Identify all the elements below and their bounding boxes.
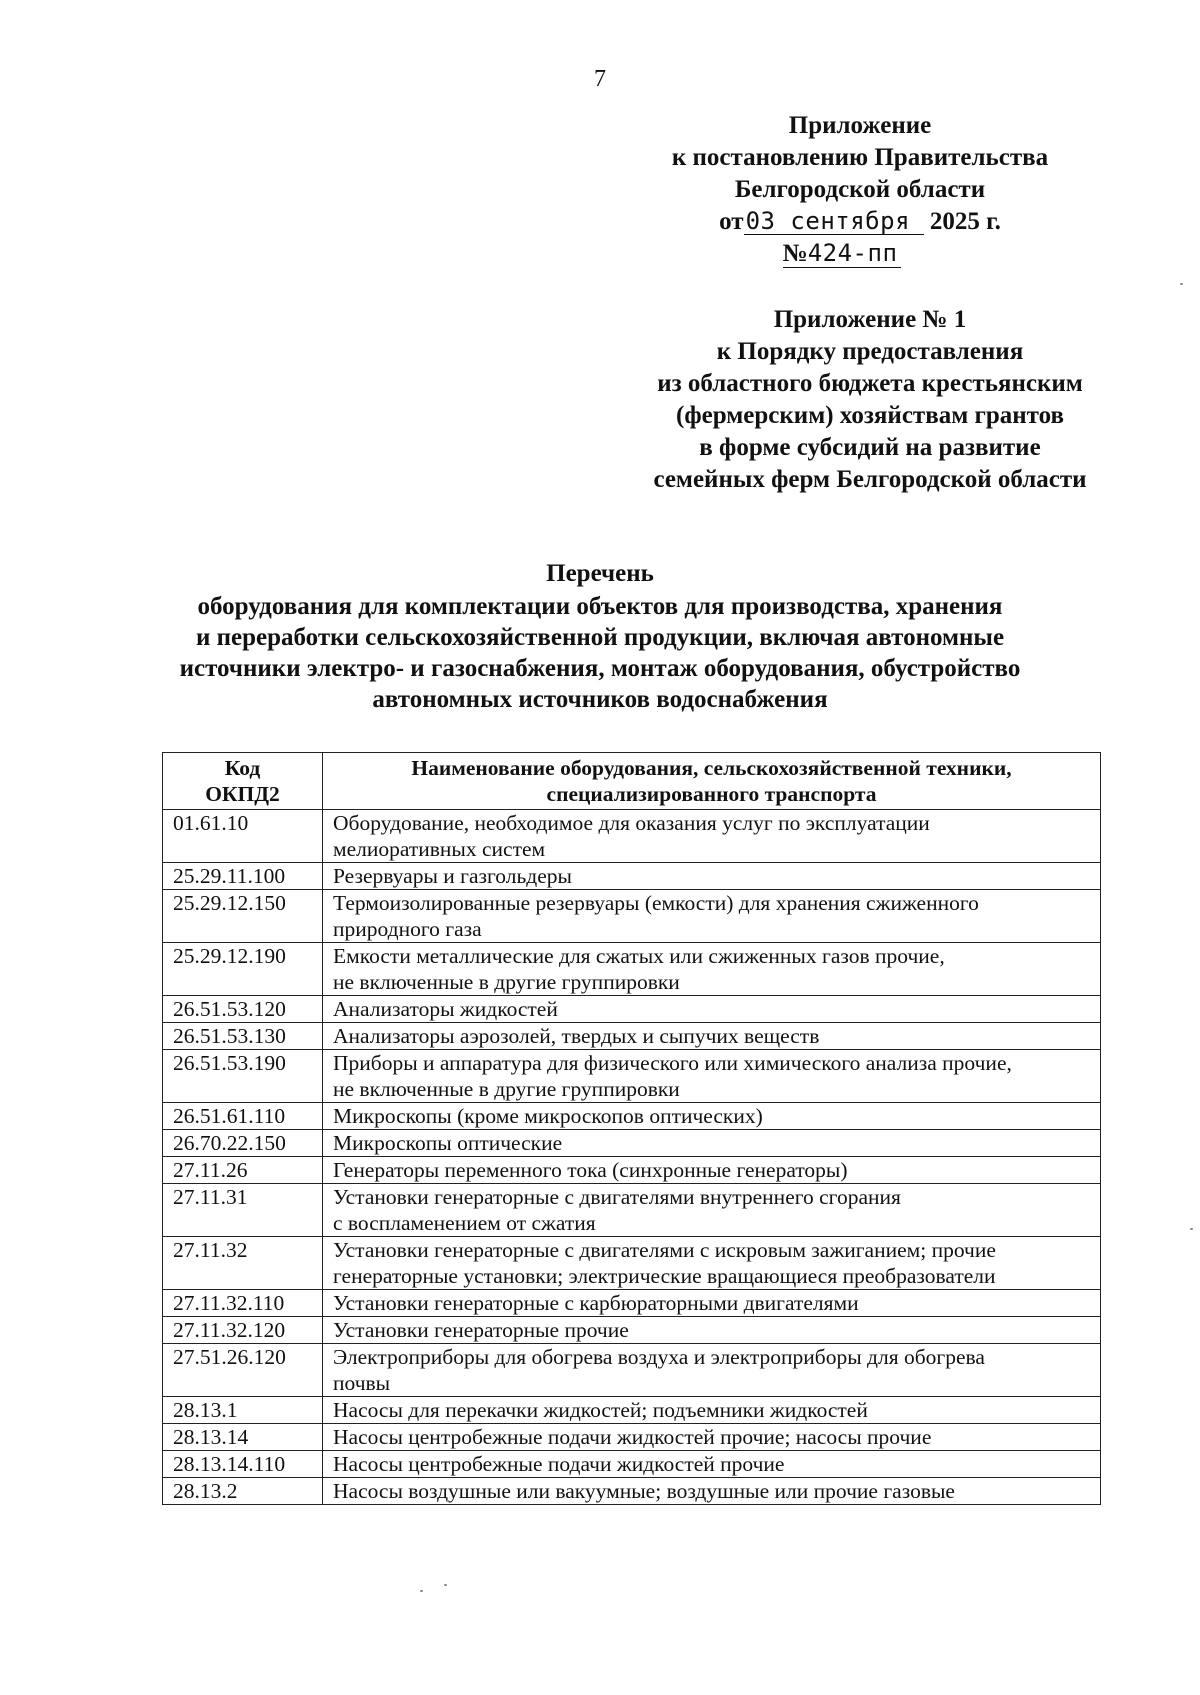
table-row: [163, 1290, 1101, 1317]
equipment-name-cell: [323, 1317, 1101, 1344]
okpd2-code-cell: 28.13.1: [163, 1397, 323, 1424]
equipment-name-cell: [323, 1478, 1101, 1505]
equipment-name-cell: [323, 890, 1101, 943]
okpd2-code-cell: 25.29.12.190: [163, 943, 323, 996]
okpd2-code-cell: 27.11.31: [163, 1184, 323, 1237]
equipment-name-line: Установки генераторные прочие: [333, 1318, 629, 1342]
table-row: [163, 996, 1101, 1023]
table-row: [163, 1317, 1101, 1344]
equipment-name-line: не включенные в другие группировки: [333, 1077, 680, 1101]
appendix-header: [620, 304, 1120, 496]
list-heading: Перечень: [546, 560, 654, 587]
appendix-line: к Порядку предоставления: [716, 338, 1024, 365]
equipment-name-line: Оборудование, необходимое для оказания услуг по эксплуатации: [333, 811, 930, 835]
okpd2-code-cell: 28.13.2: [163, 1478, 323, 1505]
okpd2-code-cell: 27.11.32.120: [163, 1317, 323, 1344]
table-row: [163, 1478, 1101, 1505]
table-row: [163, 890, 1101, 943]
table-row: [163, 1103, 1101, 1130]
equipment-name-cell: [323, 1424, 1101, 1451]
page-number: 7: [594, 66, 606, 92]
equipment-name-cell: [323, 1451, 1101, 1478]
date-prefix: от: [719, 208, 744, 235]
equipment-name-cell: [323, 1237, 1101, 1290]
equipment-name-line: Генераторы переменного тока (синхронные генераторы): [333, 1158, 848, 1182]
table-row: [163, 1237, 1101, 1290]
okpd2-code-cell: 26.51.53.190: [163, 1050, 323, 1103]
appendix-title: Приложение № 1: [773, 306, 967, 333]
equipment-name-cell: [323, 1050, 1101, 1103]
table-row: [163, 1050, 1101, 1103]
appendix-line: (фермерским) хозяйствам грантов: [676, 402, 1064, 429]
equipment-table: [162, 752, 1101, 1505]
approval-number-line: [640, 238, 1080, 270]
equipment-name-cell: [323, 943, 1101, 996]
equipment-name-cell: [323, 1023, 1101, 1050]
approval-title: Приложение: [788, 112, 932, 139]
list-subtitle-line: источники электро- и газоснабжения, монтаж оборудования, обустройство: [179, 655, 1021, 682]
number-prefix: №: [782, 240, 808, 267]
equipment-name-line: Насосы воздушные или вакуумные; воздушные или прочие газовые: [333, 1479, 955, 1503]
equipment-name-line: природного газа: [333, 917, 482, 941]
approval-line-3: Белгородской области: [734, 176, 986, 203]
approval-header: [640, 110, 1080, 270]
table-row: [163, 1184, 1101, 1237]
scan-artifact: [1180, 283, 1183, 285]
okpd2-code-cell: 27.11.26: [163, 1157, 323, 1184]
equipment-name-line: Анализаторы аэрозолей, твердых и сыпучих веществ: [333, 1024, 820, 1048]
equipment-name-line: почвы: [333, 1371, 391, 1395]
equipment-name-line: генераторные установки; электрические вращающиеся преобразователи: [333, 1264, 996, 1288]
scan-artifact: [420, 1590, 423, 1592]
approval-line-2: к постановлению Правительства: [671, 144, 1049, 171]
equipment-name-line: Термоизолированные резервуары (емкости) для хранения сжиженного: [333, 891, 979, 915]
equipment-name-cell: [323, 1157, 1101, 1184]
name-header-line: Наименование оборудования, сельскохозяйственной техники,: [411, 756, 1012, 780]
table-row: [163, 1397, 1101, 1424]
okpd2-code-cell: 27.11.32.110: [163, 1290, 323, 1317]
table-row: [163, 1424, 1101, 1451]
table-row: [163, 1157, 1101, 1184]
number-value: 424-пп: [807, 239, 898, 267]
approval-date-line: [640, 206, 1080, 238]
scan-artifact: [1190, 1228, 1193, 1230]
table-header-row: [163, 753, 1101, 810]
okpd2-code-cell: 26.51.53.120: [163, 996, 323, 1023]
code-header-line: Код: [224, 756, 261, 780]
equipment-name-line: Анализаторы жидкостей: [333, 997, 558, 1021]
equipment-name-line: Насосы для перекачки жидкостей; подъемники жидкостей: [333, 1398, 868, 1422]
list-subtitle-line: и переработки сельскохозяйственной продукции, включая автономные: [195, 624, 1005, 651]
equipment-name-line: Насосы центробежные подачи жидкостей прочие: [333, 1452, 785, 1476]
equipment-name-cell: [323, 996, 1101, 1023]
document-title: [130, 558, 1070, 715]
okpd2-code-cell: 27.51.26.120: [163, 1344, 323, 1397]
equipment-name-cell: [323, 1103, 1101, 1130]
equipment-name-line: мелиоративных систем: [333, 837, 546, 861]
okpd2-code-cell: 28.13.14.110: [163, 1451, 323, 1478]
equipment-name-line: Установки генераторные с двигателями внутреннего сгорания: [333, 1185, 901, 1209]
okpd2-code-cell: 27.11.32: [163, 1237, 323, 1290]
number-underline: [783, 240, 902, 268]
appendix-line: в форме субсидий на развитие: [699, 434, 1041, 461]
okpd2-code-cell: 25.29.11.100: [163, 863, 323, 890]
equipment-name-line: с воспламенением от сжатия: [333, 1211, 596, 1235]
list-subtitle-line: автономных источников водоснабжения: [372, 686, 828, 713]
equipment-name-line: Емкости металлические для сжатых или сжиженных газов прочие,: [333, 944, 945, 968]
equipment-name-cell: [323, 863, 1101, 890]
date-value: 03 сентября: [744, 208, 924, 235]
equipment-name-cell: [323, 1184, 1101, 1237]
equipment-name-line: Насосы центробежные подачи жидкостей прочие; насосы прочие: [333, 1425, 932, 1449]
code-column-header: [163, 753, 323, 810]
table-row: [163, 1130, 1101, 1157]
table-row: [163, 863, 1101, 890]
okpd2-code-cell: 26.51.53.130: [163, 1023, 323, 1050]
equipment-name-cell: [323, 1397, 1101, 1424]
scan-artifact: [444, 1584, 447, 1586]
equipment-name-line: Установки генераторные с двигателями с искровым зажиганием; прочие: [333, 1238, 996, 1262]
equipment-name-line: Микроскопы оптические: [333, 1131, 563, 1155]
equipment-name-line: Установки генераторные с карбюраторными двигателями: [333, 1291, 859, 1315]
table-row: [163, 1451, 1101, 1478]
date-year: 2025 г.: [929, 208, 1001, 235]
equipment-name-cell: [323, 810, 1101, 863]
equipment-name-cell: [323, 1344, 1101, 1397]
okpd2-code-cell: 26.51.61.110: [163, 1103, 323, 1130]
table-row: [163, 943, 1101, 996]
appendix-line: из областного бюджета крестьянским: [657, 370, 1083, 397]
list-subtitle-line: оборудования для комплектации объектов для производства, хранения: [197, 593, 1003, 620]
name-header-line: специализированного транспорта: [546, 782, 877, 806]
equipment-name-line: Приборы и аппаратура для физического или химического анализа прочие,: [333, 1051, 1012, 1075]
equipment-name-cell: [323, 1290, 1101, 1317]
table-row: [163, 1344, 1101, 1397]
appendix-line: семейных ферм Белгородской области: [653, 466, 1087, 493]
table-row: [163, 810, 1101, 863]
okpd2-code-cell: 28.13.14: [163, 1424, 323, 1451]
name-column-header: [323, 753, 1101, 810]
okpd2-code-cell: 26.70.22.150: [163, 1130, 323, 1157]
table-row: [163, 1023, 1101, 1050]
equipment-name-line: Электроприборы для обогрева воздуха и электроприборы для обогрева: [333, 1345, 985, 1369]
code-header-line: ОКПД2: [205, 782, 280, 806]
equipment-name-line: Резервуары и газгольдеры: [333, 864, 572, 888]
equipment-name-line: не включенные в другие группировки: [333, 970, 680, 994]
table-body: [163, 810, 1101, 1505]
okpd2-code-cell: 01.61.10: [163, 810, 323, 863]
equipment-name-cell: [323, 1130, 1101, 1157]
okpd2-code-cell: 25.29.12.150: [163, 890, 323, 943]
equipment-name-line: Микроскопы (кроме микроскопов оптических): [333, 1104, 763, 1128]
